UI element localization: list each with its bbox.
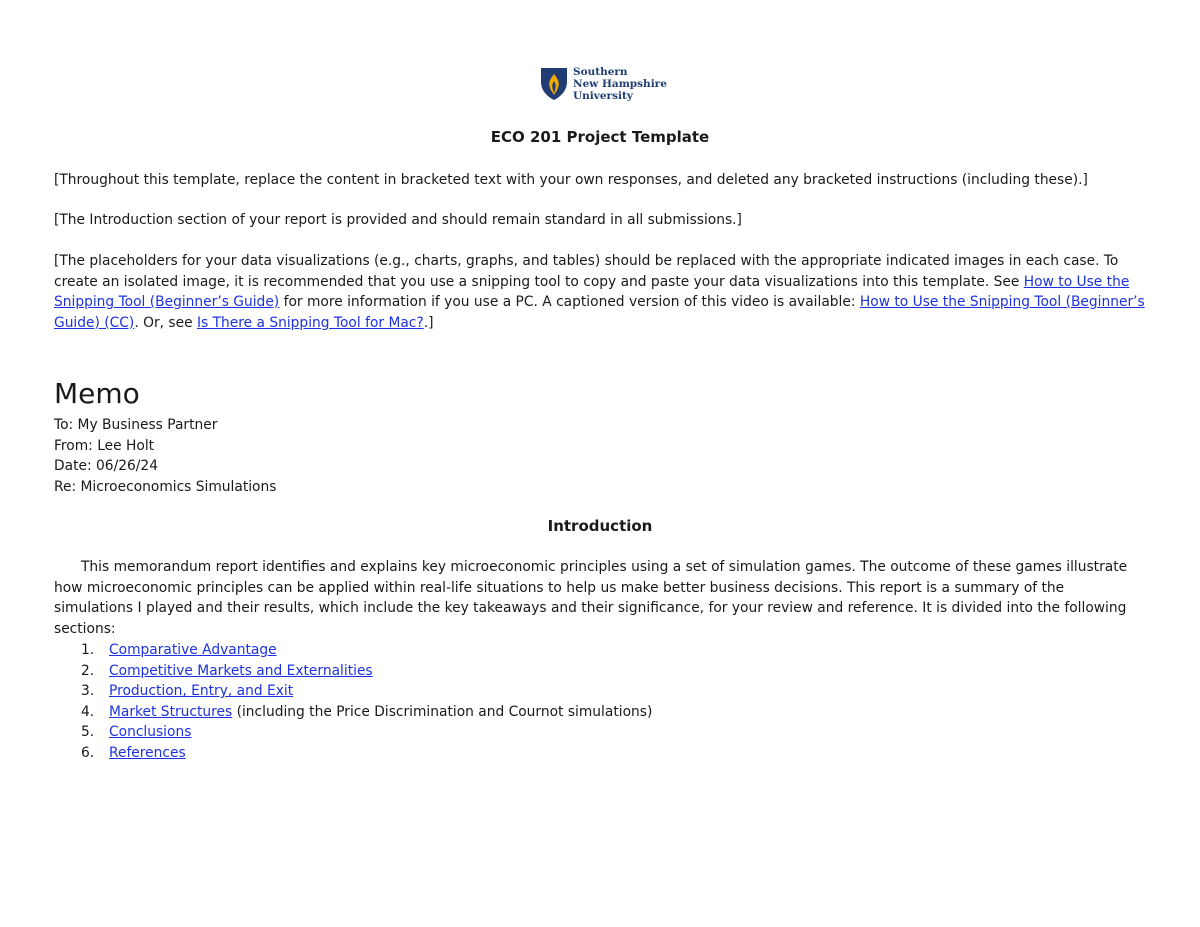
instruction-paragraph-2: [The Introduction section of your report is provided and should remain standard in all submissions.] <box>54 212 742 228</box>
section-link-conclusions[interactable]: Conclusions <box>109 724 192 741</box>
snhu-logo <box>539 66 669 102</box>
section-link-references[interactable]: References <box>109 744 186 761</box>
list-item <box>54 702 652 723</box>
instruction-paragraph-1: [Throughout this template, replace the content in bracketed text with your own responses, and deleted any bracketed instructions (including these).] <box>54 172 1088 188</box>
list-number: 1. <box>81 642 95 658</box>
document-title: ECO 201 Project Template <box>490 128 710 146</box>
memo-re: Re: Microeconomics Simulations <box>54 478 277 495</box>
memo-heading: Memo <box>54 377 140 410</box>
list-number: 6. <box>81 744 95 761</box>
list-number: 5. <box>81 724 95 741</box>
instruction-3-text-4: .] <box>423 314 434 331</box>
instruction-3-text-1: [The placeholders for your data visualizations (e.g., charts, graphs, and tables) should be replaced with the appropriate indicated images in each case. To create an isolated image, it is recommended that you use a snipping tool to copy and paste your data visualizations into this template. See <box>54 253 1119 290</box>
shield-flame-icon <box>539 66 569 102</box>
list-item-suffix: (including the Price Discrimination and Cournot simulations) <box>232 703 653 720</box>
section-link-production-entry-exit[interactable]: Production, Entry, and Exit <box>109 683 294 700</box>
instruction-paragraph-3 <box>54 251 1146 333</box>
memo-to: To: My Business Partner <box>54 417 218 433</box>
logo-wordmark <box>573 66 667 102</box>
memo-from: From: Lee Holt <box>54 437 155 454</box>
snipping-tool-mac-link[interactable]: Is There a Snipping Tool for Mac? <box>196 314 424 331</box>
list-number: 3. <box>81 683 95 700</box>
logo-line-2: New Hampshire <box>573 78 667 90</box>
list-item <box>54 743 652 764</box>
logo-line-3: University <box>573 90 633 102</box>
snipping-tool-guide-link[interactable]: How to Use the Snipping Tool (Beginner’s Guide) <box>54 273 1130 311</box>
section-link-comparative-advantage[interactable]: Comparative Advantage <box>109 642 277 658</box>
list-item <box>54 681 652 702</box>
list-item <box>54 640 652 661</box>
list-number: 4. <box>81 703 95 720</box>
section-link-market-structures[interactable]: Market Structures <box>109 703 233 720</box>
list-number: 2. <box>81 662 95 679</box>
logo-line-1: Southern <box>573 66 628 78</box>
instruction-3-text-2: for more information if you use a PC. A captioned version of this video is available: <box>279 294 860 311</box>
introduction-heading: Introduction <box>547 517 653 535</box>
instruction-3-text-3: . Or, see <box>134 314 197 331</box>
section-link-competitive-markets[interactable]: Competitive Markets and Externalities <box>109 662 373 679</box>
section-list <box>54 640 652 764</box>
memo-date: Date: 06/26/24 <box>54 458 158 475</box>
list-item <box>54 722 652 743</box>
snipping-tool-guide-cc-link[interactable]: How to Use the Snipping Tool (Beginner’s Guide) (CC) <box>54 294 1145 331</box>
introduction-paragraph: This memorandum report identifies and explains key microeconomic principles using a set of simulation games. The outcome of these games illustrate how microeconomic principles can be applied within real-life situations to help us make better business decisions. This report is a summary of the simulations I played and their results, which include the key takeaways and their significance, for your review and reference. It is divided into the following sections: <box>54 559 1128 637</box>
list-item <box>54 661 652 682</box>
memo-header-block <box>54 415 276 497</box>
